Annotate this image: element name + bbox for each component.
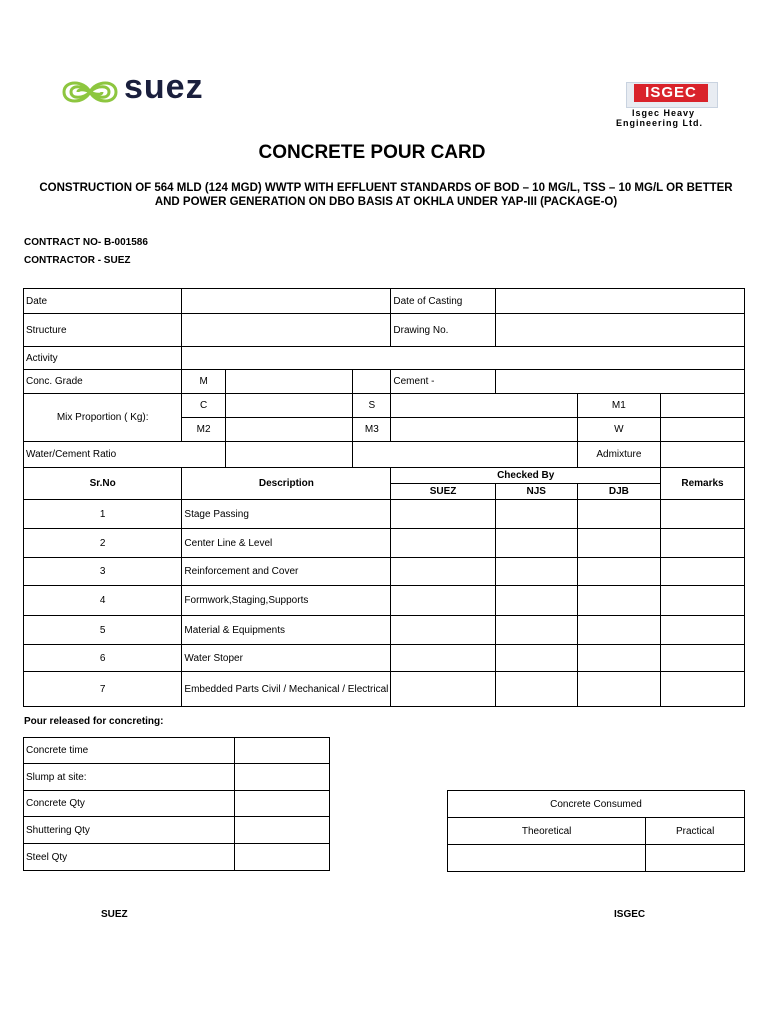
slump-label: Slump at site: (24, 764, 235, 791)
concrete-time-label: Concrete time (24, 738, 235, 764)
remarks-cell[interactable] (661, 558, 745, 586)
wc-ratio-field[interactable] (225, 442, 353, 468)
slump-field[interactable] (235, 764, 330, 791)
njs-check-cell[interactable] (495, 616, 577, 645)
mix-w-field[interactable] (661, 418, 745, 442)
pour-details-table (23, 737, 330, 871)
isgec-subline-2: Engineering Ltd. (616, 118, 703, 128)
admixture-field[interactable] (661, 442, 745, 468)
checker-suez-header: SUEZ (391, 484, 495, 500)
description-header: Description (182, 468, 391, 500)
mix-c-field[interactable] (225, 394, 353, 418)
remarks-cell[interactable] (661, 529, 745, 558)
steel-qty-label: Steel Qty (24, 844, 235, 871)
grade-spacer-cell (353, 370, 391, 394)
row-description: Embedded Parts Civil / Mechanical / Electrical (182, 672, 391, 707)
activity-field[interactable] (182, 347, 745, 370)
drawing-no-label: Drawing No. (391, 314, 495, 347)
practical-field[interactable] (646, 845, 745, 872)
suez-check-cell[interactable] (391, 616, 495, 645)
mix-s-field[interactable] (391, 394, 577, 418)
isgec-subline-1: Isgec Heavy (632, 108, 696, 118)
table-row (24, 672, 745, 707)
mix-c-label: C (182, 394, 225, 418)
date-of-casting-label: Date of Casting (391, 289, 495, 314)
row-description: Reinforcement and Cover (182, 558, 391, 586)
practical-header: Practical (646, 818, 745, 845)
mix-proportion-label: Mix Proportion ( Kg): (24, 394, 182, 442)
row-number: 1 (24, 500, 182, 529)
suez-check-cell[interactable] (391, 500, 495, 529)
checker-djb-header: DJB (577, 484, 660, 500)
concrete-qty-label: Concrete Qty (24, 791, 235, 817)
row-description: Water Stoper (182, 645, 391, 672)
table-row (24, 529, 745, 558)
theoretical-field[interactable] (448, 845, 646, 872)
table-row (24, 616, 745, 645)
cement-label: Cement - (391, 370, 495, 394)
structure-label: Structure (24, 314, 182, 347)
concrete-qty-field[interactable] (235, 791, 330, 817)
mix-w-label: W (577, 418, 660, 442)
theoretical-header: Theoretical (448, 818, 646, 845)
row-number: 2 (24, 529, 182, 558)
project-description-line-2: AND POWER GENERATION ON DBO BASIS AT OKHLA UNDER YAP-III (PACKAGE-O) (154, 196, 618, 208)
isgec-signature-label: ISGEC (614, 909, 646, 920)
checker-njs-header: NJS (495, 484, 577, 500)
date-of-casting-field[interactable] (495, 289, 744, 314)
wc-ratio-label: Water/Cement Ratio (24, 442, 226, 468)
checked-by-header: Checked By (391, 468, 661, 484)
suez-swirl-icon (58, 72, 122, 112)
drawing-no-field[interactable] (495, 314, 744, 347)
row-description: Stage Passing (182, 500, 391, 529)
remarks-cell[interactable] (661, 500, 745, 529)
njs-check-cell[interactable] (495, 645, 577, 672)
row-description: Center Line & Level (182, 529, 391, 558)
isgec-wordmark: ISGEC (634, 84, 708, 102)
shuttering-qty-label: Shuttering Qty (24, 817, 235, 844)
row-number: 4 (24, 586, 182, 616)
njs-check-cell[interactable] (495, 586, 577, 616)
suez-check-cell[interactable] (391, 529, 495, 558)
steel-qty-field[interactable] (235, 844, 330, 871)
table-row (24, 500, 745, 529)
njs-check-cell[interactable] (495, 529, 577, 558)
mix-m3-field[interactable] (391, 418, 577, 442)
njs-check-cell[interactable] (495, 672, 577, 707)
suez-check-cell[interactable] (391, 586, 495, 616)
date-field[interactable] (182, 289, 391, 314)
shuttering-qty-field[interactable] (235, 817, 330, 844)
suez-wordmark: suez (124, 68, 204, 106)
page-title: CONCRETE POUR CARD (258, 142, 486, 163)
table-row (24, 586, 745, 616)
remarks-cell[interactable] (661, 616, 745, 645)
date-label: Date (24, 289, 182, 314)
djb-check-cell[interactable] (577, 558, 660, 586)
njs-check-cell[interactable] (495, 500, 577, 529)
remarks-cell[interactable] (661, 672, 745, 707)
row-number: 5 (24, 616, 182, 645)
suez-check-cell[interactable] (391, 558, 495, 586)
structure-field[interactable] (182, 314, 391, 347)
mix-m1-label: M1 (577, 394, 660, 418)
mix-m2-field[interactable] (225, 418, 353, 442)
cement-field[interactable] (495, 370, 744, 394)
suez-check-cell[interactable] (391, 672, 495, 707)
row-number: 6 (24, 645, 182, 672)
pour-card-form (23, 288, 745, 707)
djb-check-cell[interactable] (577, 529, 660, 558)
pour-released-label: Pour released for concreting: (24, 716, 164, 727)
activity-label: Activity (24, 347, 182, 370)
concrete-consumed-table (447, 790, 745, 872)
isgec-logo (612, 74, 734, 146)
srno-header: Sr.No (24, 468, 182, 500)
suez-check-cell[interactable] (391, 645, 495, 672)
conc-grade-label: Conc. Grade (24, 370, 182, 394)
djb-check-cell[interactable] (577, 616, 660, 645)
djb-check-cell[interactable] (577, 586, 660, 616)
row-description: Material & Equipments (182, 616, 391, 645)
concrete-consumed-header: Concrete Consumed (448, 791, 745, 818)
grade-m-label: M (182, 370, 225, 394)
row-description: Formwork,Staging,Supports (182, 586, 391, 616)
admixture-label: Admixture (577, 442, 660, 468)
mix-s-label: S (353, 394, 391, 418)
suez-logo (58, 68, 218, 112)
row-number: 7 (24, 672, 182, 707)
remarks-header: Remarks (661, 468, 745, 500)
djb-check-cell[interactable] (577, 672, 660, 707)
wc-ratio-extra-field[interactable] (353, 442, 577, 468)
suez-signature-label: SUEZ (101, 909, 128, 920)
mix-m3-label: M3 (353, 418, 391, 442)
table-row (24, 558, 745, 586)
concrete-time-field[interactable] (235, 738, 330, 764)
remarks-cell[interactable] (661, 645, 745, 672)
row-number: 3 (24, 558, 182, 586)
djb-check-cell[interactable] (577, 645, 660, 672)
njs-check-cell[interactable] (495, 558, 577, 586)
grade-m-field[interactable] (225, 370, 353, 394)
contract-number: CONTRACT NO- B-001586 (24, 237, 148, 248)
table-row (24, 645, 745, 672)
mix-m2-label: M2 (182, 418, 225, 442)
project-description (28, 181, 744, 209)
project-description-line-1: CONSTRUCTION OF 564 MLD (124 MGD) WWTP WITH EFFLUENT STANDARDS OF BOD – 10 MG/L, TSS – 10 MG/L OR BETTER (39, 182, 733, 194)
contractor-name: CONTRACTOR - SUEZ (24, 255, 131, 266)
djb-check-cell[interactable] (577, 500, 660, 529)
mix-m1-field[interactable] (661, 394, 745, 418)
remarks-cell[interactable] (661, 586, 745, 616)
